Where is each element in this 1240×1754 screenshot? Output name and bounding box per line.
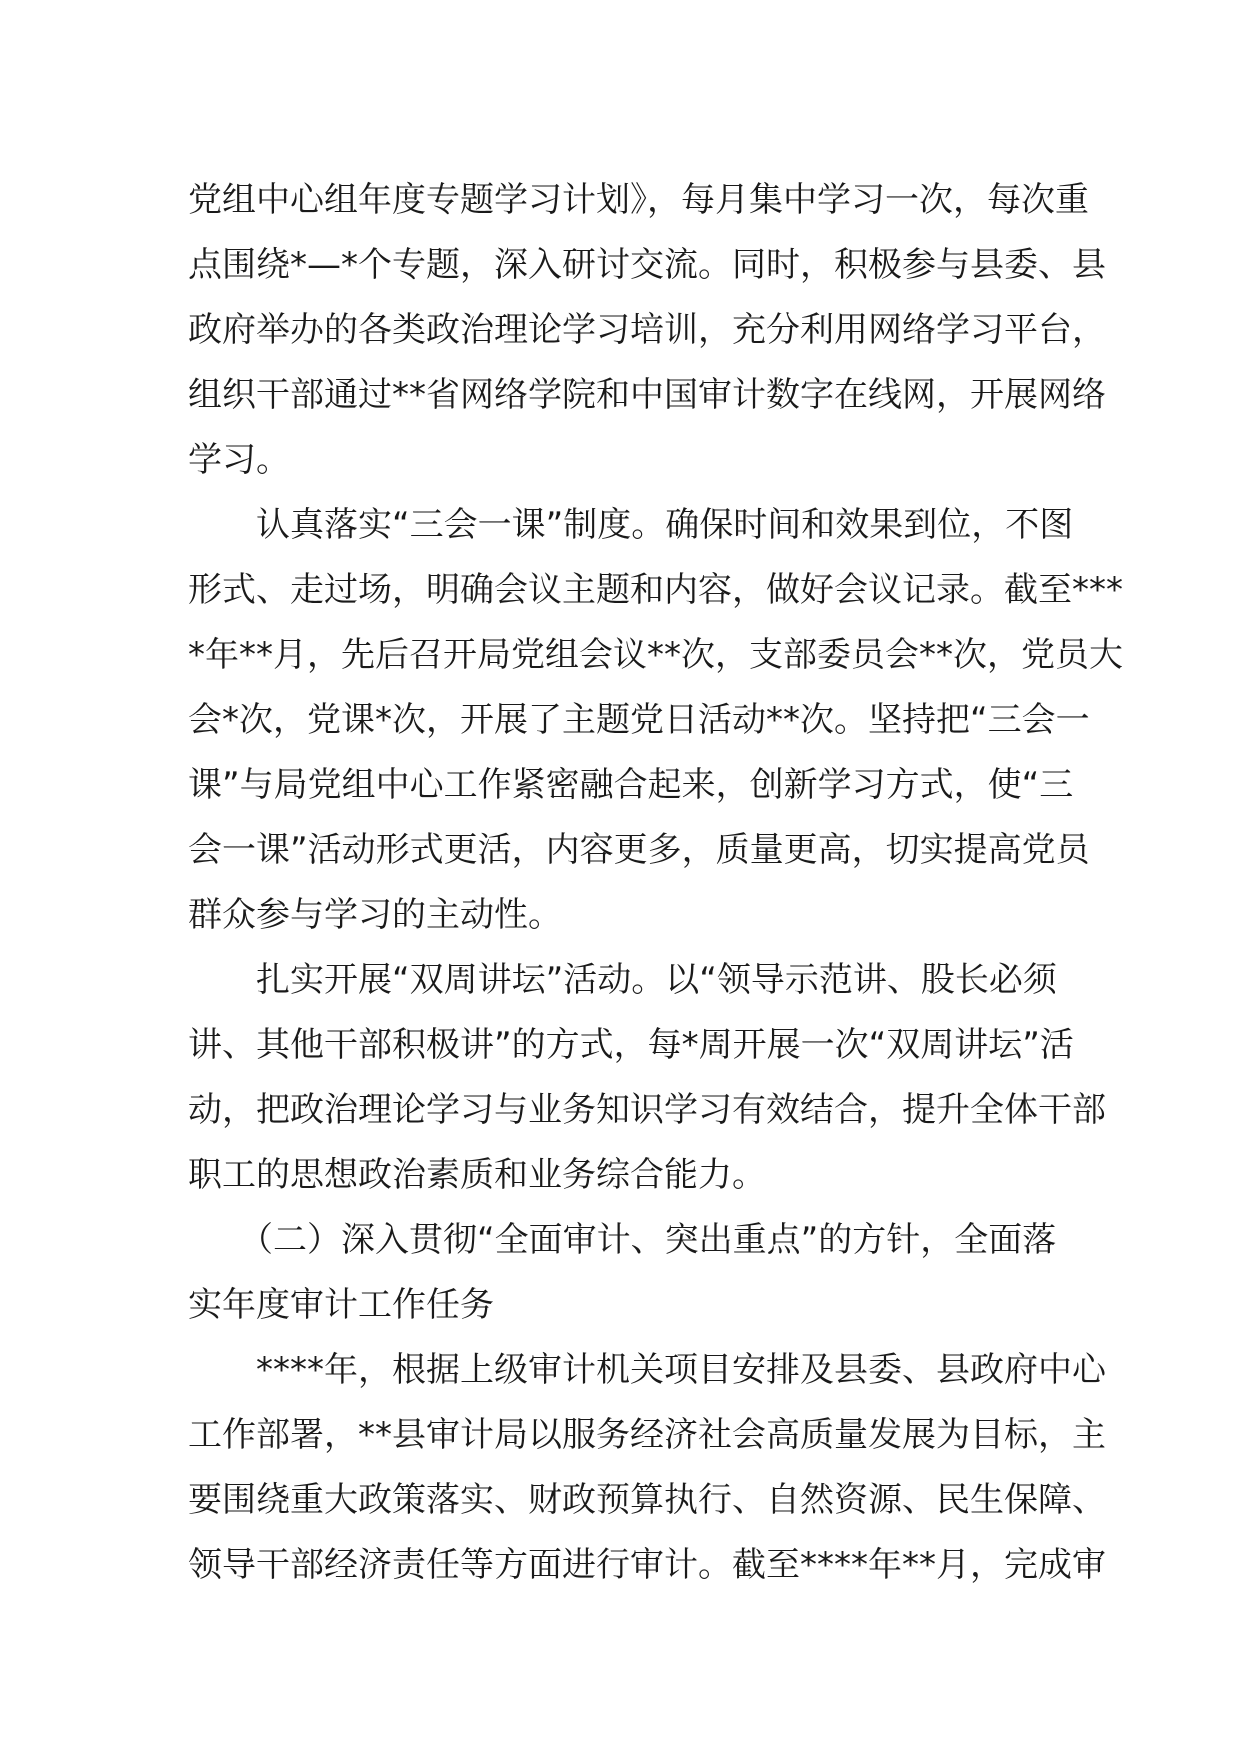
text-line: 形式、走过场，明确会议主题和内容，做好会议记录。截至*** (188, 570, 1123, 610)
text-line: 扎实开展“双周讲坛”活动。以“领导示范讲、股长必须 (188, 960, 1057, 1000)
text-line: 工作部署，**县审计局以服务经济社会高质量发展为目标，主 (188, 1415, 1106, 1455)
text-line: 动，把政治理论学习与业务知识学习有效结合，提升全体干部 (188, 1090, 1106, 1130)
text-line: 认真落实“三会一课”制度。确保时间和效果到位，不图 (188, 505, 1074, 545)
text-line: 学习。 (188, 440, 290, 480)
text-line: 点围绕*—*个专题，深入研讨交流。同时，积极参与县委、县 (188, 245, 1106, 285)
text-line: *年**月，先后召开局党组会议**次，支部委员会**次，党员大 (188, 635, 1123, 675)
text-line: 会*次，党课*次，开展了主题党日活动**次。坚持把“三会一 (188, 700, 1090, 740)
section-heading-line: （二）深入贯彻“全面审计、突出重点”的方针，全面落 (188, 1220, 1057, 1260)
text-line: 群众参与学习的主动性。 (188, 895, 562, 935)
document-body (188, 168, 1123, 1598)
section-heading-line: 实年度审计工作任务 (188, 1285, 494, 1325)
text-line: 政府举办的各类政治理论学习培训，充分利用网络学习平台， (188, 310, 1106, 350)
text-line: 组织干部通过**省网络学院和中国审计数字在线网，开展网络 (188, 375, 1106, 415)
text-line: 课”与局党组中心工作紧密融合起来，创新学习方式，使“三 (188, 765, 1074, 805)
text-line: 讲、其他干部积极讲”的方式，每*周开展一次“双周讲坛”活 (188, 1025, 1074, 1065)
text-line: 职工的思想政治素质和业务综合能力。 (188, 1155, 766, 1195)
text-line: 领导干部经济责任等方面进行审计。截至****年**月，完成审 (188, 1545, 1106, 1585)
text-line: 会一课”活动形式更活，内容更多，质量更高，切实提高党员 (188, 830, 1090, 870)
text-line: 要围绕重大政策落实、财政预算执行、自然资源、民生保障、 (188, 1480, 1106, 1520)
text-line: 党组中心组年度专题学习计划》，每月集中学习一次，每次重 (188, 180, 1089, 220)
text-line: ****年，根据上级审计机关项目安排及县委、县政府中心 (188, 1350, 1106, 1390)
